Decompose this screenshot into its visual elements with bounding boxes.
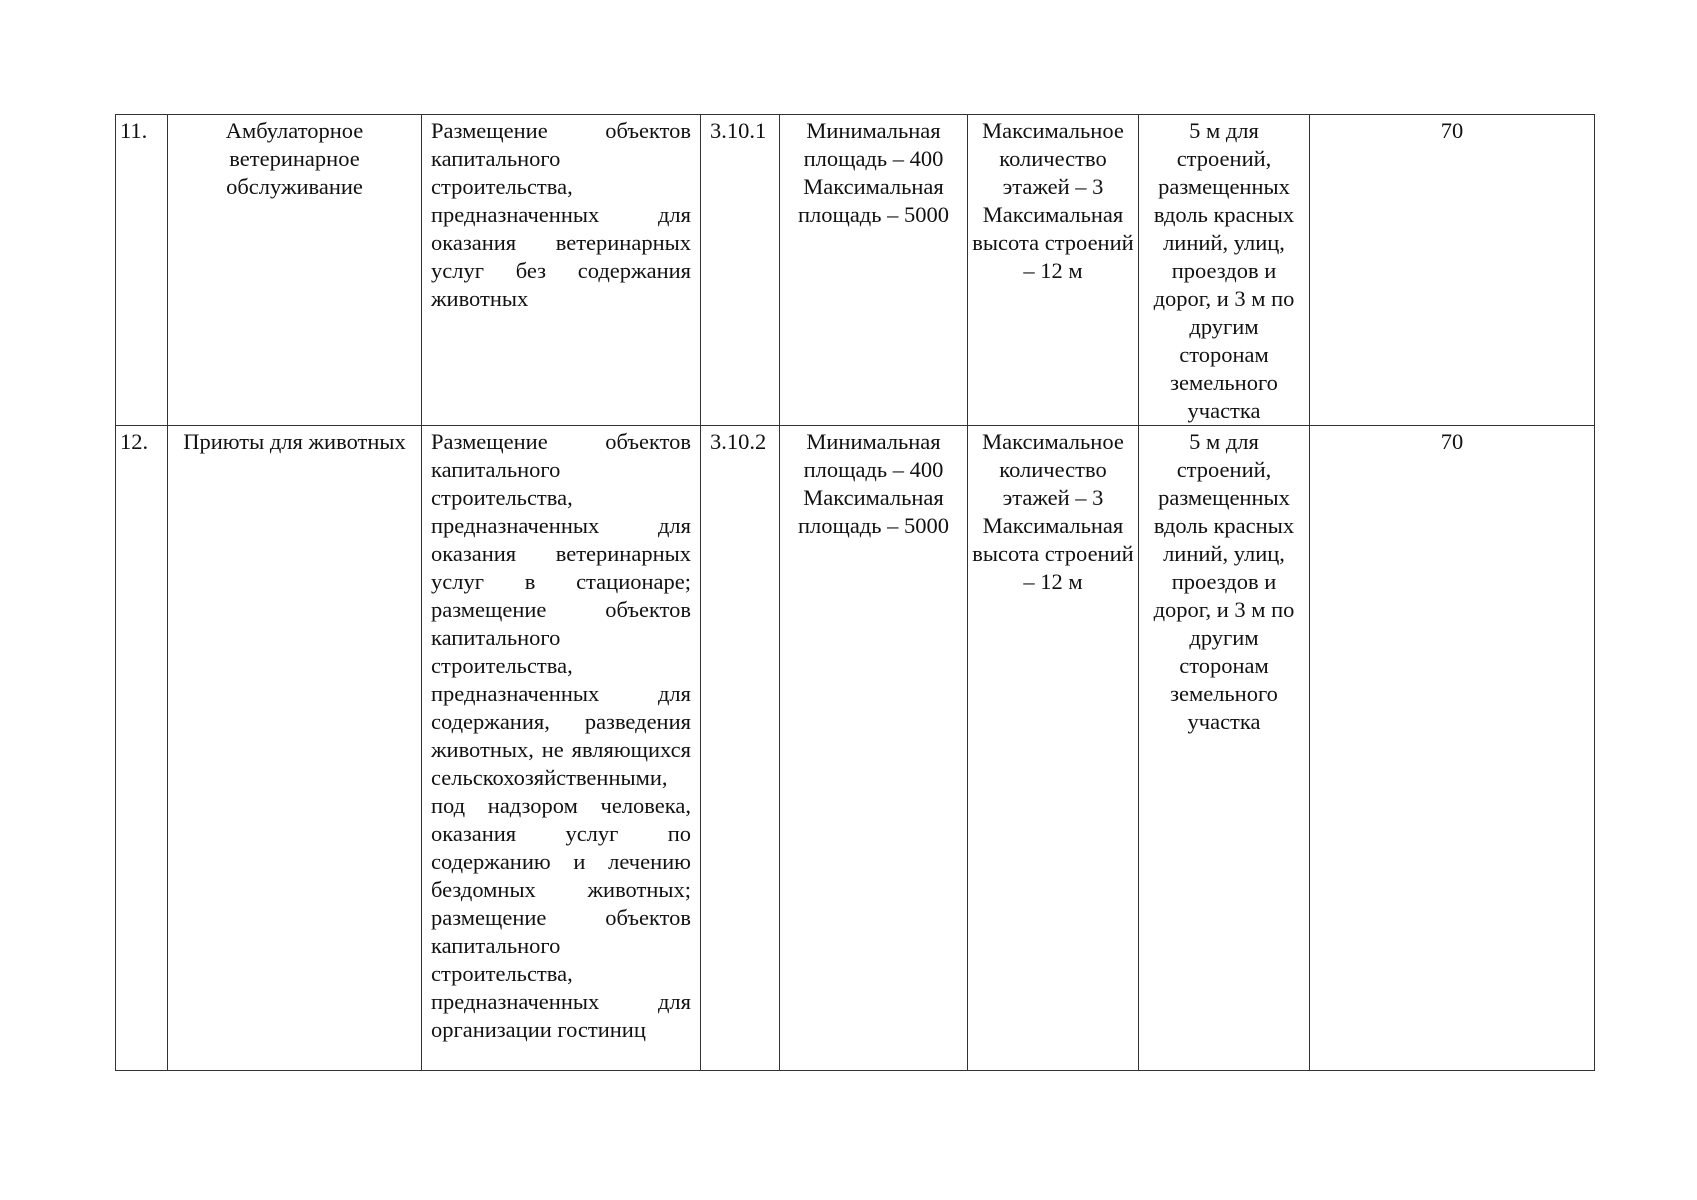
use-description: Размещение объектов капитального строительства, предназначенных для оказания ветеринарных услуг без содержания животных [431, 118, 691, 311]
area-cell [780, 115, 968, 426]
floors-height: Максимальное количество этажей – 3 Максимальная высота строений – 12 м [972, 429, 1134, 594]
max-area: Максимальная площадь – 5000 [797, 485, 950, 538]
table-row [116, 115, 1595, 426]
floors-height: Максимальное количество этажей – 3 Максимальная высота строений – 12 м [972, 118, 1134, 283]
coverage-cell [1310, 115, 1595, 426]
min-area: Минимальная площадь – 400 [803, 118, 944, 171]
floors-cell [968, 115, 1139, 426]
row-number: 12. [120, 429, 149, 454]
table-row [116, 426, 1595, 1071]
floors-cell [968, 426, 1139, 1071]
use-type-name: Приюты для животных [183, 429, 406, 454]
min-area: Минимальная площадь – 400 [803, 429, 944, 482]
description-cell [422, 115, 701, 426]
coverage-value: 70 [1440, 429, 1464, 454]
setback-text: 5 м для строений, размещенных вдоль красных линий, улиц, проездов и дорог, и 3 м по другим сторонам земельного участка [1153, 118, 1295, 423]
row-number-cell [116, 426, 168, 1071]
description-cell [422, 426, 701, 1071]
use-type-cell [168, 426, 422, 1071]
coverage-cell [1310, 426, 1595, 1071]
code-cell [701, 115, 780, 426]
coverage-value: 70 [1440, 118, 1464, 143]
use-code: 3.10.2 [710, 429, 767, 454]
setback-text: 5 м для строений, размещенных вдоль красных линий, улиц, проездов и дорог, и 3 м по другим сторонам земельного участка [1153, 429, 1295, 734]
setback-cell [1139, 426, 1310, 1071]
row-number-cell [116, 115, 168, 426]
code-cell [701, 426, 780, 1071]
land-use-regulations-table [115, 114, 1595, 1071]
max-area: Максимальная площадь – 5000 [797, 174, 950, 227]
use-description: Размещение объектов капитального строительства, предназначенных для оказания ветеринарных услуг в стационаре; размещение объектов капитального строительства, предназначенных для содержания, разведения животных, не являющихся сельскохозяйственными, под надзором человека, оказания услуг по содержанию и лечению бездомных животных; размещение объектов капитального строительства, предназначенных для организации гостиниц [431, 429, 691, 1042]
row-number: 11. [120, 118, 148, 143]
use-code: 3.10.1 [710, 118, 767, 143]
area-cell [780, 426, 968, 1071]
use-type-name: Амбулаторное ветеринарное обслуживание [225, 118, 364, 199]
setback-cell [1139, 115, 1310, 426]
use-type-cell [168, 115, 422, 426]
